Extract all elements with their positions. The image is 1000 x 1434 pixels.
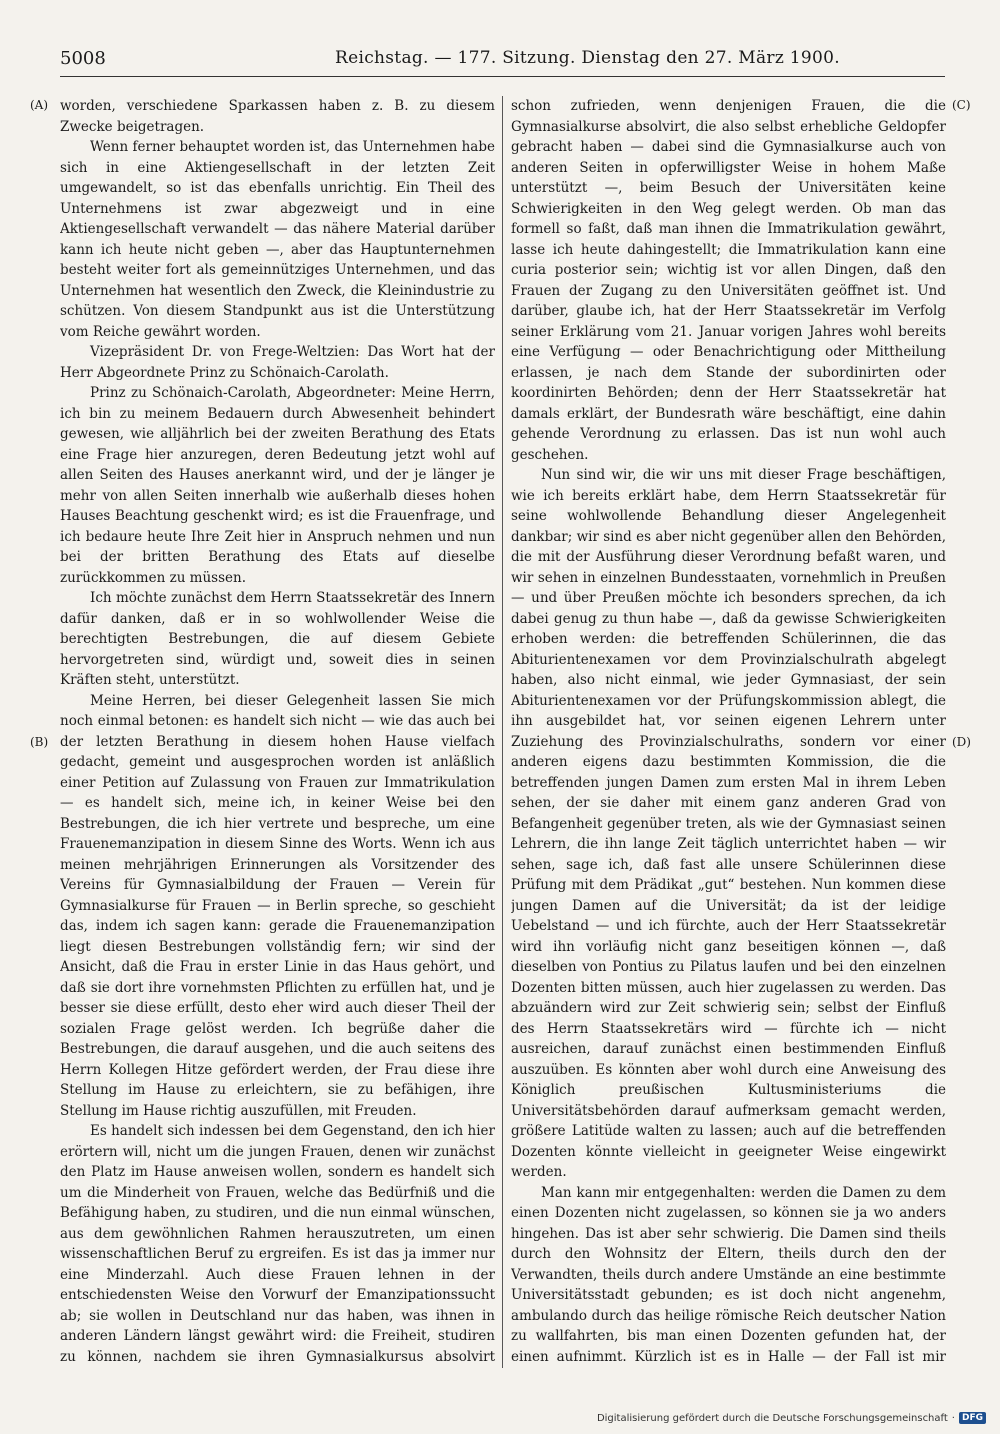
- credit-text: Digitalisierung gefördert durch die Deutsche Forschungsgemeinschaft: [596, 1412, 948, 1424]
- paragraph: Nun sind wir, die wir uns mit dieser Frage beschäftigen, wie ich bereits erklärt habe, dem Herrn Staatssekretär für seine wohlwollende Behandlung dieser Angelegenheit dankbar; wir sind es aber nicht gegenüber allen den Behörden, die mit der Ausführung dieser Verordnung befaßt waren, und wir sehen in einzelnen Bundesstaaten, vornehmlich in Preußen — und über Preußen möchte ich besonders sprechen, da ich dabei genug zu thun habe —, daß da gewisse Schwierigkeiten erhoben werden: die betreffenden Schülerinnen, die das Abiturientenexamen vor dem Provinzialschulrath abgelegt haben, also nicht einmal, wie jeder Gymnasiast, der sein Abiturientenexamen vor der Prüfungskommission ablegt, die ihn ausgebildet hat, vor seinen eigenen Lehrern unter Zuziehung des Provinzialschulraths, sondern vor einer anderen eigens dazu bestimmten Kommission, die die betreffenden jungen Damen zum ersten Mal in ihrem Leben sehen, der sie daher mit einem ganz anderen Grad von Befangenheit gegenüber treten, als wie der Gymnasiast seinen Lehrern, die ihn lange Zeit täglich unterrichtet haben — wir sehen, sage ich, daß fast alle unsere Schülerinnen diese Prüfung mit dem Prädikat „gut“ bestehen. Nun kommen diese jungen Damen auf die Universität; da ist der leidige Uebelstand — und ich fürchte, auch der Herr Staatssekretär wird ihn vorläufig nicht ganz beseitigen können —, daß dieselben von Pontius zu Pilatus laufen und bei den einzelnen Dozenten bitten müssen, auch hier zugelassen zu werden. Das abzuändern wird zur Zeit schwierig sein; selbst der Einfluß des Herrn Staatssekretärs wird — fürchte ich — nicht ausreichen, darauf zunächst einen bestimmenden Einfluß auszuüben. Es könnten aber wohl durch eine Anweisung des Königlich preußischen Kultusministeriums die Universitätsbehörden darauf aufmerksam gemacht werden, größere Latitüde walten zu lassen; auch auf die betreffenden Dozenten könnte vielleicht in geeigneter Weise eingewirkt werden.: [511, 467, 946, 1180]
- paragraph: Wenn ferner behauptet worden ist, das Unternehmen habe sich in eine Aktiengesellschaft in der letzten Zeit umgewandelt, so ist das ebenfalls unrichtig. Ein Theil des Unternehmens ist zwar abgezweigt und in eine Aktiengesellschaft verwandelt — das nähere Material darüber kann ich heute nicht geben —, aber das Hauptunternehmen besteht weiter fort als gemeinnütziges Unternehmen, und das Unternehmen hat wesentlich den Zweck, die Kleinindustrie zu schützen. Von diesem Standpunkt aus ist die Unterstützung vom Reiche gewährt worden.: [60, 139, 495, 340]
- digitization-credit: [597, 1412, 986, 1424]
- separator: ·: [951, 1412, 955, 1424]
- right-column: [511, 96, 946, 1368]
- paragraph: Meine Herren, bei dieser Gelegenheit lassen Sie mich noch einmal betonen: es handelt sich nicht — wie das auch bei der letzten Berathung in diesem hohen Hause vielfach gedacht, gemeint und ausgesprochen worden ist anläßlich einer Petition auf Zulassung von Frauen zur Immatrikulation — es handelt sich, meine ich, in keiner Weise bei den Bestrebungen, die ich hier vertrete und bespreche, um eine Frauenemanzipation in diesem Sinne des Worts. Wenn ich aus meinen mehrjährigen Erinnerungen als Vorsitzender des Vereins für Gymnasialbildung der Frauen — Verein für Gymnasialkurse für Frauen — in Berlin spreche, so geschieht das, indem ich sagen kann: gerade die Frauenemanzipation liegt diesen Bestrebungen vollständig fern; wir sind der Ansicht, daß die Frau in erster Linie in das Haus gehört, und daß sie dort ihre vornehmsten Pflichten zu erfüllen hat, und je besser sie diese erfüllt, desto eher wird auch dieser Theil der sozialen Frage gelöst werden. Ich begrüße daher die Bestrebungen, die darauf ausgehen, und die auch seitens des Herrn Kollegen Hitze gefördert werden, der Frau diese ihre Stellung im Hause zu erleichtern, sie zu befähigen, ihre Stellung im Hause richtig auszufüllen, mit Freuden.: [60, 692, 495, 1119]
- left-column: [60, 96, 495, 1368]
- page-number: 5008: [60, 48, 106, 69]
- paragraph: Prinz zu Schönaich-Carolath, Abgeordneter: Meine Herrn, ich bin zu meinem Bedauern durch Abwesenheit behindert gewesen, wie alljährlich bei der zweiten Berathung des Etats eine Frage hier anzuregen, deren Bedeutung jetzt wohl auf allen Seiten des Hauses anerkannt wird, und der je länger je mehr von allen Seiten innerhalb wie außerhalb dieses hohen Hauses Beachtung geschenkt wird; es ist die Frauenfrage, und ich bedaure heute Ihre Zeit hier in Anspruch nehmen und nun bei der britten Berathung des Etats auf dieselbe zurückkommen zu müssen.: [60, 385, 495, 586]
- paragraph: Ich möchte zunächst dem Herrn Staatssekretär des Innern dafür danken, daß er in so wohlwollender Weise die berechtigten Bestrebungen, die auf diesem Gebiete hervorgetreten sind, würdigt und, soweit dies in seinen Kräften steht, unterstützt.: [60, 590, 495, 688]
- paragraph: worden, verschiedene Sparkassen haben z. B. zu diesem Zwecke beigetragen.: [60, 98, 495, 135]
- column-divider: [502, 96, 503, 1368]
- margin-mark-c: (C): [952, 98, 971, 112]
- page-header: [60, 46, 945, 77]
- running-title: Reichstag. — 177. Sitzung. Dienstag den 27. März 1900.: [335, 48, 840, 68]
- margin-mark-b: (B): [30, 735, 49, 749]
- paragraph: Es handelt sich indessen bei dem Gegenstand, den ich hier erörtern will, nicht um die jungen Frauen, denen wir zunächst den Platz im Hause anweisen wollen, sondern es handelt sich um die Minderheit von Frauen, welche das Bedürfniß und die Befähigung haben, zu studiren, und die nun einmal wünschen, aus dem gewöhnlichen Rahmen herauszutreten, um einen wissenschaftlichen Beruf zu ergreifen. Es ist das ja immer nur eine Minderzahl. Auch diese Frauen lehnen in der entschiedensten Weise den Vorwurf der Emanzipationssucht ab; sie wollen in Deutschland nur das haben, was ihnen in anderen Ländern längst gewährt wird: die Freiheit, studiren zu können, nachdem sie ihren Gymnasialkursus absolvirt: [60, 1123, 495, 1365]
- margin-mark-a: (A): [30, 98, 49, 112]
- paragraph: Man kann mir entgegenhalten: werden die Damen zu dem einen Dozenten nicht zugelassen, so können sie ja wo anders hingehen. Das ist aber sehr schwierig. Die Damen sind theils durch den Wohnsitz der Eltern, theils durch den der Verwandten, theils durch andere Umstände an eine bestimmte Universitätsstadt gebunden; es ist doch nicht angenehm, ambulando durch das heilige römische Reich deutscher Nation zu wallfahrten, bis man einen Dozenten gefunden hat, der einen aufnimmt. Kürzlich ist es in Halle — der Fall ist mir: [511, 1184, 946, 1365]
- dfg-logo: DFG: [959, 1412, 986, 1424]
- margin-mark-d: (D): [952, 735, 971, 749]
- paragraph: Vizepräsident Dr. von Frege-Weltzien: Das Wort hat der Herr Abgeordnete Prinz zu Schönaich-Carolath.: [60, 344, 495, 381]
- paragraph: schon zufrieden, wenn denjenigen Frauen, die die Gymnasialkurse absolvirt, die also selbst erhebliche Geldopfer gebracht haben — dabei sind die Gymnasialkurse auch von anderen Seiten in opferwilligster Weise in hohem Maße unterstützt —, beim Besuch der Universitäten keine Schwierigkeiten in den Weg gelegt werden. Ob man das formell so faßt, daß man ihnen die Immatrikulation gewährt, lasse ich heute dahingestellt; die Immatrikulation kann eine curia posterior sein; wichtig ist vor allen Dingen, daß den Frauen der Zugang zu den Universitäten geöffnet ist. Und darüber, glaube ich, hat der Herr Staatssekretär im Verfolg seiner Erklärung vom 21. Januar vorigen Jahres wohl bereits eine Verfügung — oder Benachrichtigung oder Mittheilung erlassen, je nach dem Stande der subordinirten oder koordinirten Behörden; denn der Herr Staatssekretär hat damals erklärt, der Bundesrath wäre beschäftigt, eine dahin gehende Verordnung zu erlassen. Das ist nun wohl auch geschehen.: [511, 98, 946, 463]
